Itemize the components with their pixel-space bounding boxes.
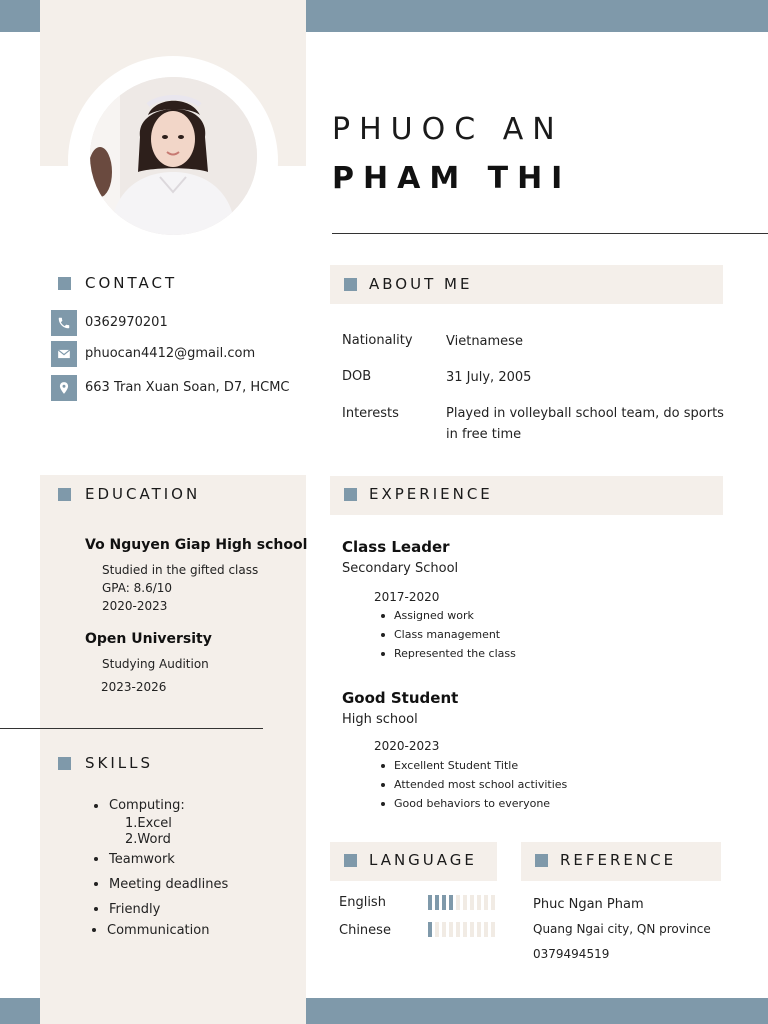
- experience-2-bullet: Excellent Student Title: [376, 756, 567, 775]
- level-bar-segment: [477, 895, 481, 910]
- level-bar-segment: [456, 895, 460, 910]
- profile-photo: [90, 77, 257, 235]
- level-bar-segment: [470, 895, 474, 910]
- skills-marker: [58, 757, 71, 770]
- about-value-dob: 31 July, 2005: [446, 370, 532, 385]
- contact-marker: [58, 277, 71, 290]
- reference-marker: [535, 854, 548, 867]
- education-school-1-line-3: 2020-2023: [102, 599, 168, 613]
- language-english-level: [428, 895, 495, 910]
- bottom-right-band: [306, 998, 768, 1024]
- phone-icon: [51, 310, 77, 336]
- level-bar-segment: [491, 922, 495, 937]
- level-bar-segment: [428, 895, 432, 910]
- experience-marker: [344, 488, 357, 501]
- experience-1-period: 2017-2020: [374, 590, 440, 604]
- skills-list: [91, 797, 291, 942]
- skill-sub-excel: 1.Excel: [125, 816, 172, 831]
- experience-1-bullet: Represented the class: [376, 644, 516, 663]
- education-divider: [0, 728, 263, 729]
- skill-computing-sub: [91, 816, 291, 848]
- about-label-dob: DOB: [342, 369, 372, 384]
- experience-2-role: Good Student: [342, 689, 459, 707]
- top-right-band: [306, 0, 768, 32]
- contact-address: 663 Tran Xuan Soan, D7, HCMC: [85, 380, 290, 395]
- skill-computing-label: Computing:: [109, 798, 185, 813]
- last-name: PHAM THI: [332, 161, 572, 196]
- location-pin-icon: [51, 375, 77, 401]
- language-title: LANGUAGE: [369, 851, 477, 869]
- level-bar-segment: [456, 922, 460, 937]
- contact-email[interactable]: phuocan4412@gmail.com: [85, 346, 256, 361]
- experience-title: EXPERIENCE: [369, 485, 493, 503]
- reference-location: Quang Ngai city, QN province: [533, 922, 711, 936]
- experience-2-bullet: Attended most school activities: [376, 775, 567, 794]
- level-bar-segment: [442, 895, 446, 910]
- skill-item: Communication: [89, 921, 291, 942]
- level-bar-segment: [435, 895, 439, 910]
- mail-icon: [51, 341, 77, 367]
- skill-item: Teamwork: [91, 850, 291, 875]
- about-marker: [344, 278, 357, 291]
- about-value-interests: Played in volleyball school team, do sports in free time: [446, 406, 724, 442]
- language-chinese: Chinese: [339, 923, 391, 938]
- level-bar-segment: [428, 922, 432, 937]
- skill-item: Meeting deadlines: [91, 875, 291, 900]
- top-left-band: [0, 0, 40, 32]
- language-chinese-level: [428, 922, 495, 937]
- level-bar-segment: [463, 922, 467, 937]
- level-bar-segment: [477, 922, 481, 937]
- reference-phone[interactable]: 0379494519: [533, 947, 610, 961]
- level-bar-segment: [470, 922, 474, 937]
- name-divider: [332, 233, 768, 234]
- skill-computing: [91, 797, 291, 816]
- about-title: ABOUT ME: [369, 275, 473, 293]
- education-school-2: Open University: [85, 631, 212, 647]
- level-bar-segment: [491, 895, 495, 910]
- language-marker: [344, 854, 357, 867]
- skills-title: SKILLS: [85, 754, 154, 772]
- contact-phone[interactable]: 0362970201: [85, 315, 168, 330]
- education-school-1-line-2: GPA: 8.6/10: [102, 581, 173, 595]
- education-title: EDUCATION: [85, 485, 201, 503]
- experience-2-period: 2020-2023: [374, 739, 440, 753]
- about-label-interests: Interests: [342, 406, 399, 421]
- skill-sub-word: 2.Word: [125, 832, 171, 847]
- skill-item: Friendly: [91, 900, 291, 921]
- level-bar-segment: [435, 922, 439, 937]
- education-school-2-line-2: 2023-2026: [101, 680, 167, 694]
- level-bar-segment: [484, 922, 488, 937]
- education-school-1: Vo Nguyen Giap High school: [85, 537, 308, 553]
- experience-2-org: High school: [342, 712, 418, 727]
- level-bar-segment: [484, 895, 488, 910]
- experience-1-org: Secondary School: [342, 561, 459, 576]
- bottom-left-band: [0, 998, 40, 1024]
- education-school-2-line-1: Studying Audition: [102, 657, 209, 671]
- experience-2-bullet: Good behaviors to everyone: [376, 794, 567, 813]
- reference-title: REFERENCE: [560, 851, 677, 869]
- level-bar-segment: [449, 895, 453, 910]
- experience-1-bullet: Assigned work: [376, 606, 516, 625]
- experience-2-bullets: [376, 756, 567, 813]
- level-bar-segment: [449, 922, 453, 937]
- level-bar-segment: [463, 895, 467, 910]
- first-name: PHUOC AN: [332, 112, 564, 147]
- contact-title: CONTACT: [85, 274, 178, 292]
- education-school-1-line-1: Studied in the gifted class: [102, 563, 259, 577]
- about-value-nationality: Vietnamese: [446, 334, 523, 349]
- language-english: English: [339, 895, 386, 910]
- experience-1-bullet: Class management: [376, 625, 516, 644]
- reference-name: Phuc Ngan Pham: [533, 897, 644, 912]
- education-marker: [58, 488, 71, 501]
- experience-1-bullets: [376, 606, 516, 663]
- about-label-nationality: Nationality: [342, 333, 413, 348]
- level-bar-segment: [442, 922, 446, 937]
- experience-1-role: Class Leader: [342, 538, 450, 556]
